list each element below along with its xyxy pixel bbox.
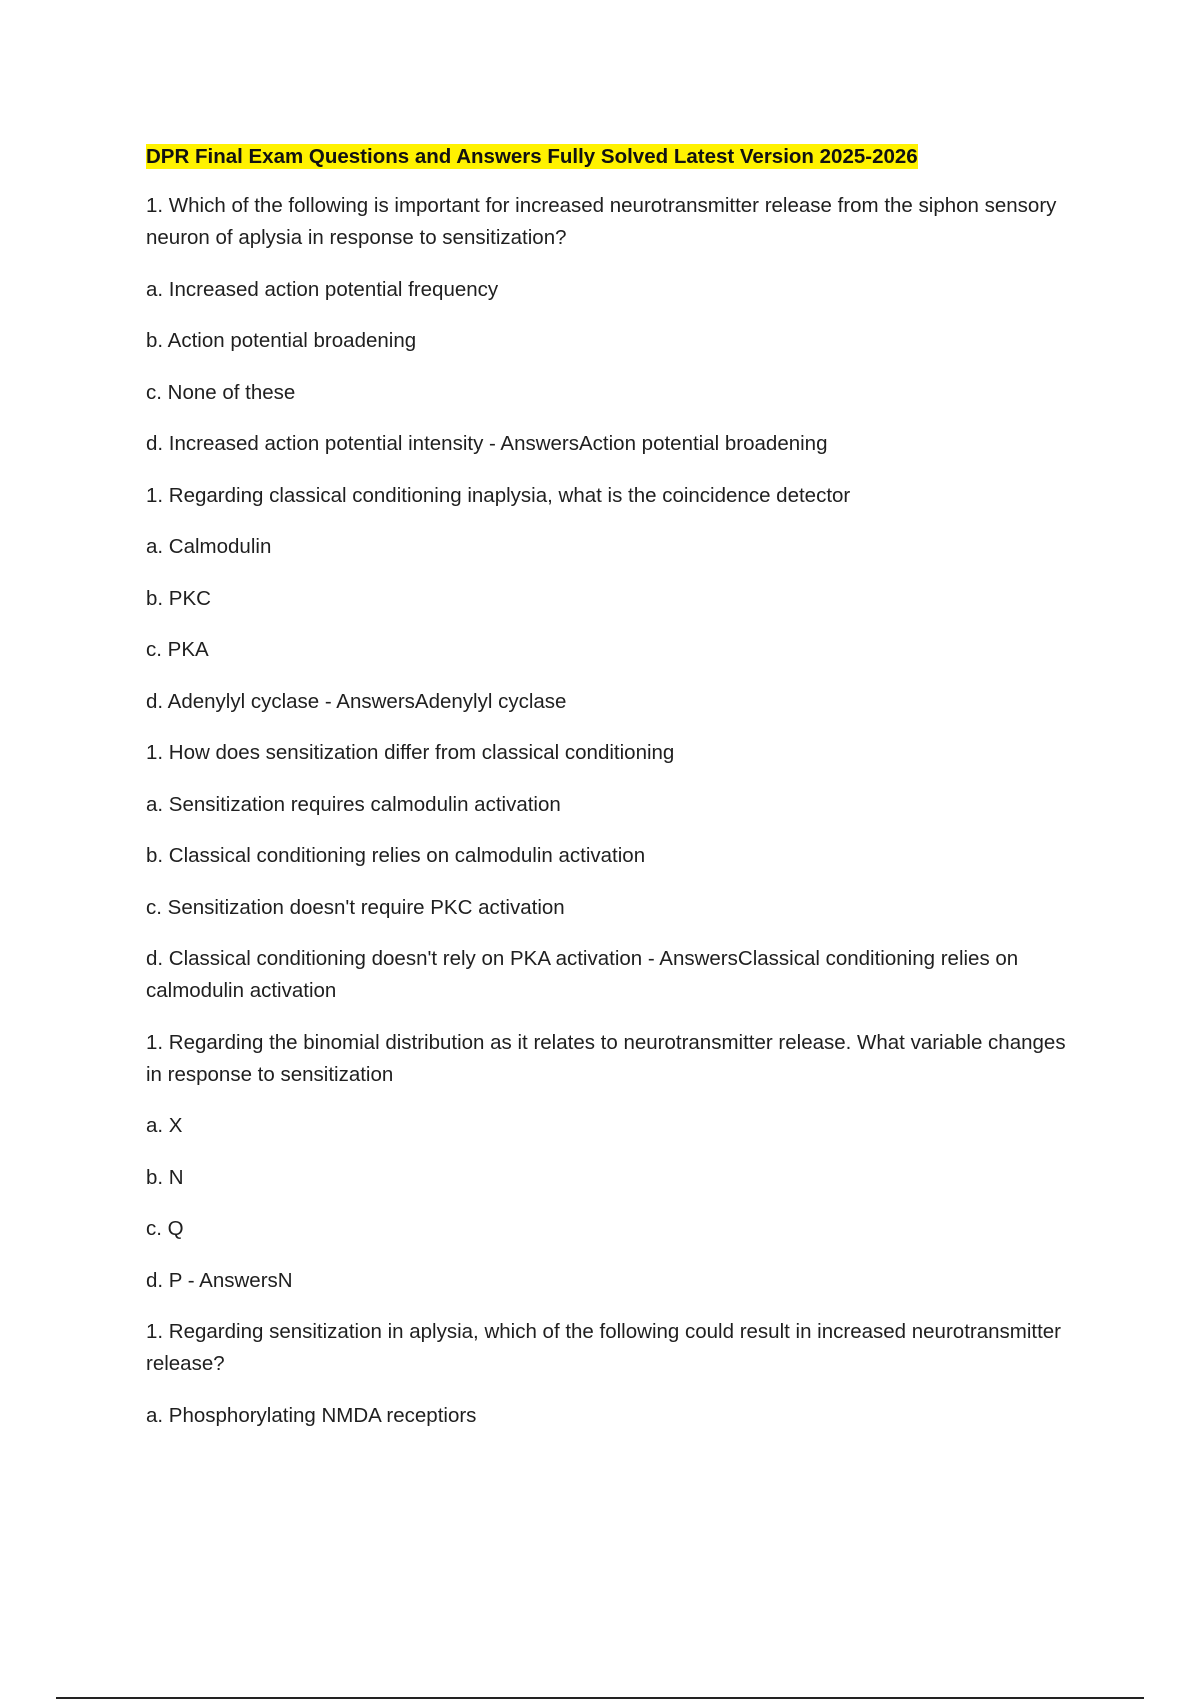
question-text: 1. How does sensitization differ from classical conditioning — [146, 741, 675, 764]
answer-option: b. Classical conditioning relies on calmodulin activation — [146, 844, 646, 867]
question-text: 1. Regarding classical conditioning inaplysia, what is the coincidence detector — [146, 483, 851, 507]
answer-option: b. PKC — [146, 586, 211, 610]
answer-option: d. Adenylyl cyclase - AnswersAdenylyl cyclase — [146, 689, 567, 713]
answer-option: c. Q — [146, 1217, 184, 1240]
question-block-5 — [146, 1316, 1076, 1432]
question-block-3 — [146, 737, 1076, 1007]
question-block-4 — [146, 1027, 1076, 1297]
question-block-1 — [146, 190, 1076, 460]
answer-option: b. N — [146, 1165, 184, 1189]
answer-option: a. Sensitization requires calmodulin activation — [146, 792, 561, 816]
answer-option: a. X — [146, 1114, 183, 1137]
question-block-2 — [146, 480, 1076, 718]
answer-option: d. Increased action potential intensity - AnswersAction potential broadening — [146, 432, 828, 455]
document-title: DPR Final Exam Questions and Answers Fully Solved Latest Version 2025-2026 — [146, 145, 918, 168]
answer-option: d. P - AnswersN — [146, 1268, 293, 1292]
answer-option: c. Sensitization doesn't require PKC activation — [146, 895, 565, 919]
answer-option: a. Increased action potential frequency — [146, 277, 499, 301]
question-text: 1. Regarding the binomial distribution as it relates to neurotransmitter release. What variable changes in response to sensitization — [146, 1030, 1066, 1086]
answer-option: a. Phosphorylating NMDA receptiors — [146, 1403, 477, 1427]
page-bottom-rule — [56, 1697, 1144, 1699]
answer-option: d. Classical conditioning doesn't rely on PKA activation - AnswersClassical conditioning relies on calmodulin activation — [146, 947, 1019, 1002]
question-text: 1. Regarding sensitization in aplysia, which of the following could result in increased neurotransmitter release? — [146, 1320, 1062, 1375]
document-title-line — [146, 142, 1076, 172]
answer-option: a. Calmodulin — [146, 535, 272, 558]
answer-option: b. Action potential broadening — [146, 329, 417, 352]
question-text: 1. Which of the following is important for increased neurotransmitter release from the siphon sensory neuron of aplysia in response to sensitization? — [146, 194, 1057, 249]
answer-option: c. PKA — [146, 638, 209, 661]
document-page — [146, 142, 1076, 1451]
answer-option: c. None of these — [146, 380, 296, 404]
